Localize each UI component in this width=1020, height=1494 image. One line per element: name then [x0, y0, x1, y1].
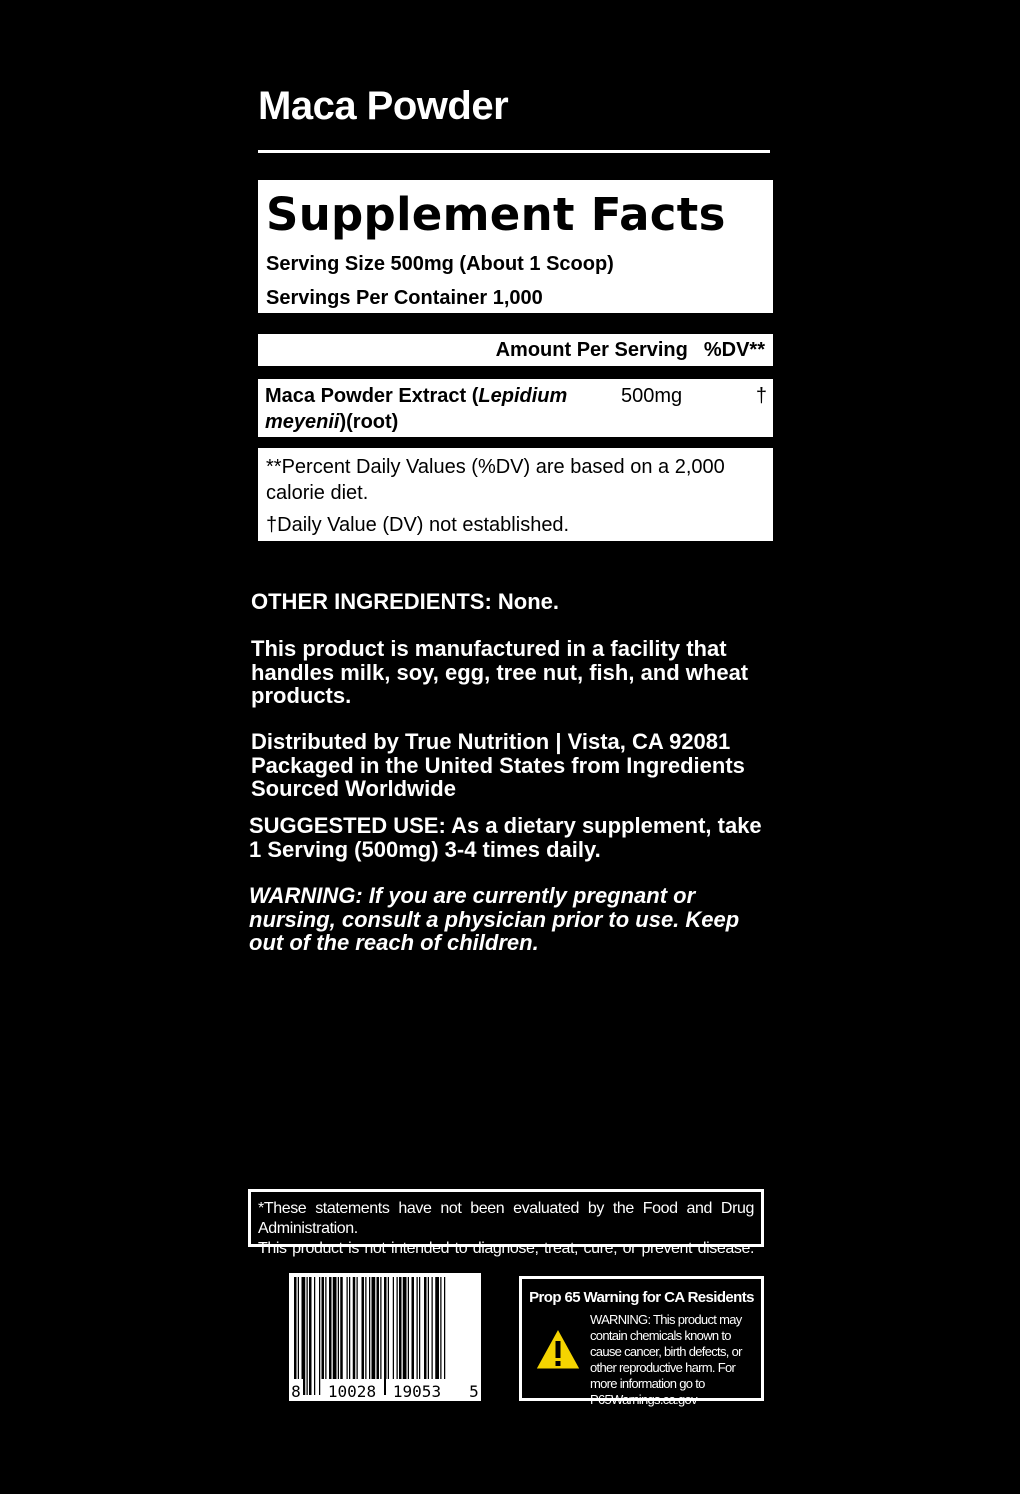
packaged-in: Packaged in the United States from Ingredients Sourced Worldwide — [251, 752, 745, 801]
barcode-bar — [357, 1277, 358, 1395]
barcode-bar — [393, 1277, 394, 1395]
barcode-bar — [397, 1277, 398, 1395]
barcode-bar — [307, 1277, 308, 1395]
other-ingredients: OTHER INGREDIENTS: None. — [251, 589, 560, 614]
barcode-bar — [349, 1277, 350, 1395]
barcode-bar — [347, 1277, 348, 1395]
barcode-bar — [309, 1277, 312, 1395]
barcode-bar — [298, 1277, 299, 1395]
barcode-bar — [314, 1277, 315, 1395]
barcode-bar — [338, 1277, 339, 1395]
barcode-bar — [329, 1277, 332, 1395]
supplement-facts-header — [258, 180, 773, 313]
barcode-bar — [408, 1277, 409, 1395]
ingredient-dv: † — [755, 385, 767, 407]
barcode-bar — [417, 1277, 418, 1395]
prop65-text: WARNING: This product may contain chemicals known to cause cancer, birth defects, or other reproductive harm. For more information go to P65Warnings.ca.gov — [590, 1312, 742, 1407]
barcode-bar — [302, 1277, 306, 1395]
barcode-bar — [322, 1277, 325, 1395]
amount-per-serving-row — [258, 334, 773, 366]
barcode-bar — [353, 1277, 356, 1395]
product-title: Maca Powder — [258, 84, 509, 128]
barcode-bar — [340, 1277, 343, 1395]
barcode-bar — [424, 1277, 427, 1395]
facts-footnotes — [258, 448, 773, 541]
barcode-digit-left: 8 — [291, 1382, 301, 1401]
supplement-facts-heading: Supplement Facts — [266, 188, 726, 241]
ingredient-name-suffix: )(root) — [339, 411, 399, 433]
barcode-bar — [403, 1277, 407, 1395]
barcode-bar — [419, 1277, 420, 1395]
footnote-dv-not-established: †Daily Value (DV) not established. — [266, 514, 570, 536]
upc-barcode — [289, 1273, 481, 1401]
barcode-bar — [435, 1277, 439, 1395]
prop65-title: Prop 65 Warning for CA Residents — [529, 1289, 754, 1306]
barcode-bar — [369, 1277, 370, 1395]
barcode-bar — [399, 1277, 402, 1395]
barcode-bar — [380, 1277, 381, 1395]
barcode-bar — [372, 1277, 376, 1395]
barcode-bar — [362, 1277, 365, 1395]
footnote-percent-dv: **Percent Daily Values (%DV) are based on a 2,000 calorie diet. — [266, 456, 725, 504]
ingredient-latin-genus: Lepidium — [478, 385, 568, 407]
ingredient-name — [265, 383, 605, 435]
suggested-use: SUGGESTED USE: As a dietary supplement, take 1 Serving (500mg) 3-4 times daily. — [249, 813, 762, 862]
servings-per-container: Servings Per Container 1,000 — [266, 287, 543, 309]
ingredient-row — [258, 379, 773, 437]
ingredient-latin-species: meyenii — [265, 411, 340, 433]
barcode-bar — [294, 1277, 297, 1395]
barcode-bar — [384, 1277, 387, 1395]
distributed-by: Distributed by True Nutrition | Vista, CA 92081 — [251, 729, 731, 754]
barcode-bars — [289, 1273, 481, 1401]
dv-header: %DV** — [703, 338, 765, 361]
barcode-bar — [325, 1277, 326, 1395]
barcode-digit-right: 5 — [469, 1382, 479, 1401]
barcode-bar — [440, 1277, 441, 1395]
prop65-warning — [519, 1276, 764, 1407]
barcode-group-2: 19053 — [392, 1382, 442, 1401]
barcode-bar — [333, 1277, 337, 1395]
warning-statement: WARNING: If you are currently pregnant or nursing, consult a physician prior to use. Keep out of the reach of children. — [249, 883, 740, 955]
serving-size: Serving Size 500mg (About 1 Scoop) — [266, 253, 614, 275]
barcode-bar — [365, 1277, 366, 1395]
barcode-bar — [319, 1277, 320, 1395]
barcode-bar — [432, 1277, 433, 1395]
barcode-bar — [428, 1277, 429, 1395]
barcode-bar — [377, 1277, 380, 1395]
allergen-statement: This product is manufactured in a facility that handles milk, soy, egg, tree nut, fish, and wheat products. — [251, 636, 749, 708]
barcode-bar — [444, 1277, 445, 1395]
amount-per-serving-label: Amount Per Serving — [495, 338, 688, 361]
barcode-bar — [412, 1277, 415, 1395]
barcode-group-1: 10028 — [327, 1382, 377, 1401]
ingredient-name-prefix: Maca Powder Extract ( — [265, 385, 479, 407]
disclaimer-line-1: *These statements have not been evaluated by the Food and Drug Administration. — [258, 1200, 754, 1237]
ingredient-amount: 500mg — [621, 385, 683, 407]
warning-triangle-icon — [534, 1327, 582, 1371]
barcode-bar — [388, 1277, 389, 1395]
fda-disclaimer — [248, 1189, 764, 1257]
disclaimer-line-2: This product is not intended to diagnose, treat, cure, or prevent disease. — [258, 1240, 754, 1257]
title-divider — [258, 150, 770, 153]
distributor-info — [251, 730, 781, 801]
